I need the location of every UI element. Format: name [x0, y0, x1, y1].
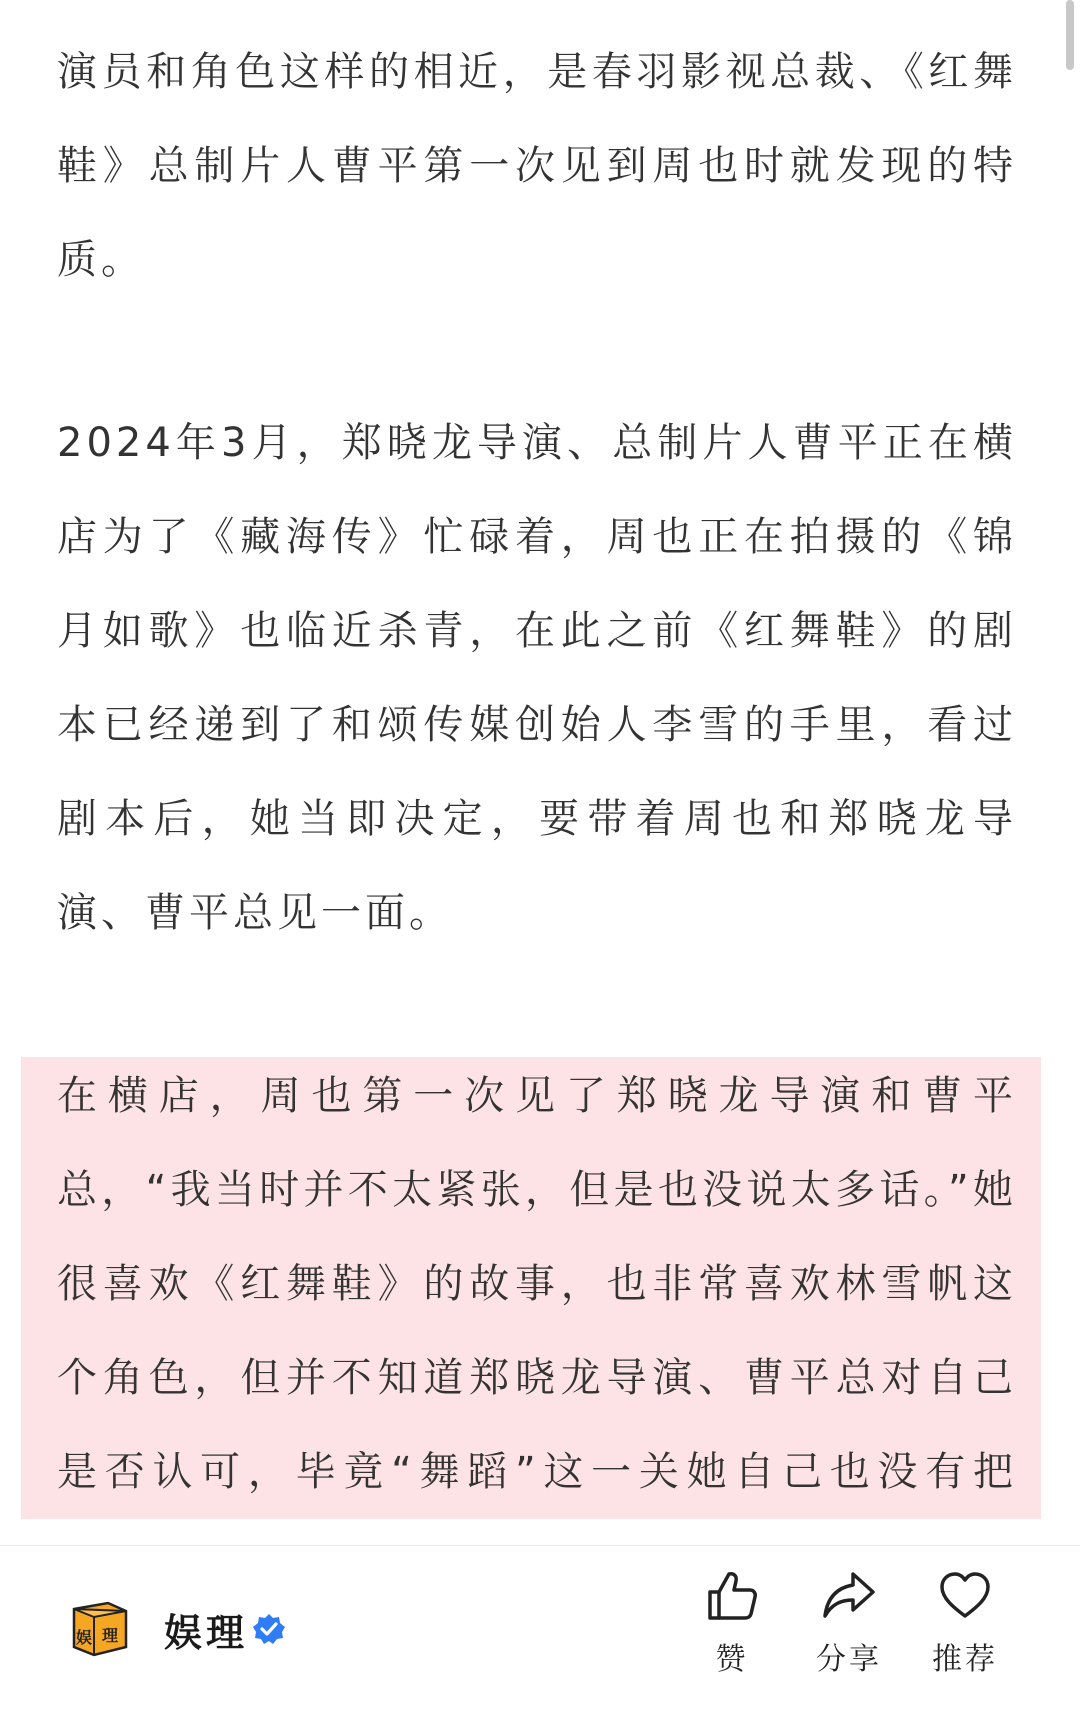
scrollbar[interactable]: [1066, 0, 1074, 70]
like-button[interactable]: [677, 1568, 787, 1698]
highlighted-paragraph: 在横店，周也第一次见了郑晓龙导演和曹平总，“我当时并不太紧张，但是也没说太多话。”她很喜欢《红舞鞋》的故事，也非常喜欢林雪帆这个角色，但并不知道郑晓龙导演、曹平总对自己是否认可，毕竟“舞蹈”这一关她自己也没有把: [57, 1073, 1017, 1495]
share-button[interactable]: [794, 1568, 904, 1698]
like-label: 赞: [715, 1642, 749, 1677]
heart-icon: [910, 1568, 1020, 1624]
yuli-logo-icon[interactable]: [68, 1599, 132, 1659]
article-paragraph: 2024年3月，郑晓龙导演、总制片人曹平正在横店为了《藏海传》忙碌着，周也正在拍摄的《锦月如歌》也临近杀青，在此之前《红舞鞋》的剧本已经递到了和颂传媒创始人李雪的手里，看过剧本后，她当即决定，要带着周也和郑晓龙导演、曹平总见一面。: [57, 420, 1017, 936]
bottom-action-bar: [0, 1545, 1080, 1709]
svg-text:理: 理: [101, 1626, 119, 1645]
recommend-label: 推荐: [932, 1642, 998, 1677]
recommend-button[interactable]: [910, 1568, 1020, 1698]
share-label: 分享: [816, 1642, 882, 1677]
account-name[interactable]: 娱理: [164, 1610, 249, 1655]
account-info[interactable]: [68, 1596, 286, 1662]
svg-text:娱: 娱: [75, 1628, 93, 1647]
share-icon: [794, 1568, 904, 1624]
thumbs-up-icon: [677, 1568, 787, 1624]
article-paragraph: 演员和角色这样的相近，是春羽影视总裁、《红舞鞋》总制片人曹平第一次见到周也时就发现的特质。: [57, 49, 1017, 283]
verified-badge-icon: [252, 1612, 286, 1646]
